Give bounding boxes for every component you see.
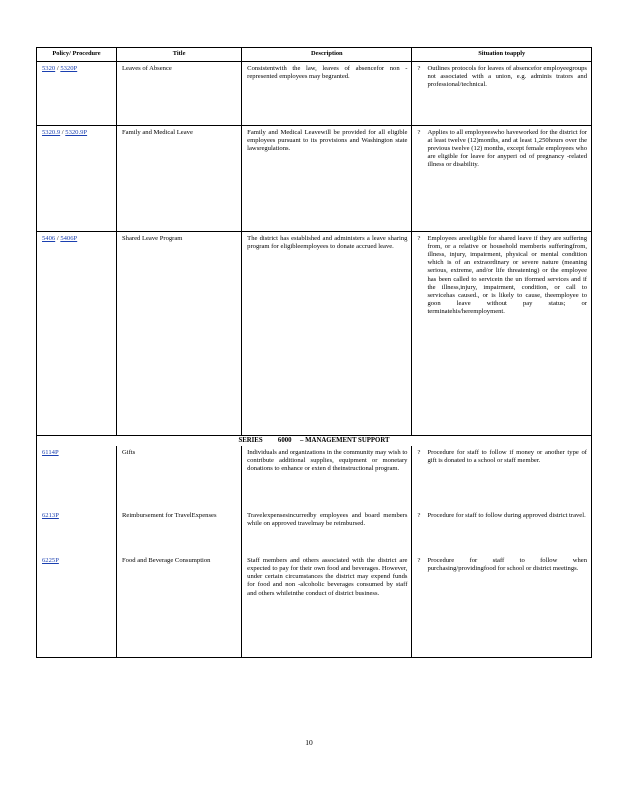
- header-policy: Policy/ Procedure: [37, 48, 117, 62]
- header-description: Description: [242, 48, 412, 62]
- title-cell: Leaves of Absence: [117, 61, 242, 125]
- table-row: [37, 125, 592, 231]
- description-cell: Family and Medical Leavewill be provided for all eligible employees pursuant to its provisions and Washington state lawsregulations.: [242, 125, 412, 231]
- bullet-glyph: ?: [417, 64, 421, 72]
- table-header-row: [37, 48, 592, 62]
- policy-link[interactable]: 5320.9: [42, 128, 61, 136]
- title-cell: Food and Beverage Consumption: [117, 554, 242, 658]
- description-cell: Staff members and others associated with the district are expected to pay for their own food and beverages. However, under certain circumstances the district may expend funds for food and non -alcoholic beverages consumed by staff and others whileinthe conduct of district business.: [242, 554, 412, 658]
- situation-text: Employees areeligible for shared leave if they are suffering from, or a relative or household memberis sufferingfrom, illness, injury, impairment, physical or mental condition which is of an extraordinary or severe nature (meaning serious, extreme, and/or life threatening) or the employee has been called to servicein the un iformed services and if the illness,injury, impairment, condition, or call to servicehas caused., or is likely to cause, theemployee to goon leave without pay status; or terminatehis/heremployment.: [427, 234, 587, 316]
- situation-text: Outlines protocols for leaves of absencefor employeegroups not associated with a union, e.g. adminis trators and professional/technical.: [427, 64, 587, 88]
- bullet-glyph: ?: [417, 234, 421, 242]
- table-row: [37, 61, 592, 125]
- bullet-glyph: ?: [417, 128, 421, 136]
- procedure-link[interactable]: 6213P: [42, 511, 59, 519]
- policy-separator: /: [60, 128, 66, 136]
- series-number: 6000: [277, 436, 292, 444]
- title-cell: Family and Medical Leave: [117, 125, 242, 231]
- policy-separator: /: [55, 64, 61, 72]
- table-row: [37, 554, 592, 658]
- procedure-link[interactable]: 6225P: [42, 556, 59, 564]
- situation-cell: [412, 554, 592, 658]
- situation-cell: [412, 231, 592, 435]
- policy-cell: [37, 446, 117, 509]
- series-heading-row: [37, 435, 592, 446]
- situation-text: Procedure for staff to follow during approved district travel.: [427, 511, 586, 519]
- series-name: MANAGEMENT SUPPORT: [305, 436, 390, 444]
- series-label: SERIES: [238, 436, 263, 444]
- procedure-link[interactable]: 5406P: [60, 234, 78, 242]
- procedure-link[interactable]: 6114P: [42, 448, 59, 456]
- policy-link[interactable]: 5406: [42, 234, 56, 242]
- situation-cell: [412, 61, 592, 125]
- policy-separator: /: [55, 234, 61, 242]
- description-cell: Individuals and organizations in the community may wish to contribute additional supplies, equipment or monetary donations to enhance or exten d theinstructional program.: [242, 446, 412, 509]
- situation-cell: [412, 509, 592, 554]
- bullet-glyph: ?: [417, 448, 421, 456]
- situation-cell: [412, 446, 592, 509]
- header-situation: Situation toapply: [412, 48, 592, 62]
- series-heading: [37, 435, 592, 446]
- title-cell: Gifts: [117, 446, 242, 509]
- policy-link[interactable]: 5320: [42, 64, 56, 72]
- description-cell: Consistentwith the law, leaves of absencefor non -represented employees may begranted.: [242, 61, 412, 125]
- title-cell: Shared Leave Program: [117, 231, 242, 435]
- description-cell: The district has established and administers a leave sharing program for eligibleemployees to donate accrued leave.: [242, 231, 412, 435]
- policy-cell: [37, 231, 117, 435]
- policy-cell: [37, 125, 117, 231]
- procedure-link[interactable]: 5320.9P: [65, 128, 88, 136]
- bullet-glyph: ?: [417, 556, 421, 564]
- procedure-link[interactable]: 5320P: [60, 64, 78, 72]
- title-cell: Reimbursement for TravelExpenses: [117, 509, 242, 554]
- header-title: Title: [117, 48, 242, 62]
- bullet-glyph: ?: [417, 511, 421, 519]
- situation-text: Procedure for staff to follow when purchasing/providingfood for school or district meetings.: [427, 556, 587, 572]
- page-number: 10: [305, 738, 313, 747]
- table-row: [37, 231, 592, 435]
- policy-cell: [37, 554, 117, 658]
- situation-text: Applies to all employeeswho haveworked for the district for at least twelve (12)months, and at least 1,250hours over the previous twelve (12) months, except female employees who are eligible for leave for anyperi od of pregnancy -related illness or disability.: [427, 128, 587, 169]
- policy-table: [36, 47, 592, 658]
- policy-cell: [37, 61, 117, 125]
- description-cell: Travelexpensesincurredby employees and board members while on approved travelmay be reimbursed.: [242, 509, 412, 554]
- situation-text: Procedure for staff to follow if money or another type of gift is donated to a school or staff member.: [427, 448, 587, 464]
- table-row: [37, 509, 592, 554]
- situation-cell: [412, 125, 592, 231]
- table-row: [37, 446, 592, 509]
- series-dash: –: [300, 436, 304, 444]
- policy-cell: [37, 509, 117, 554]
